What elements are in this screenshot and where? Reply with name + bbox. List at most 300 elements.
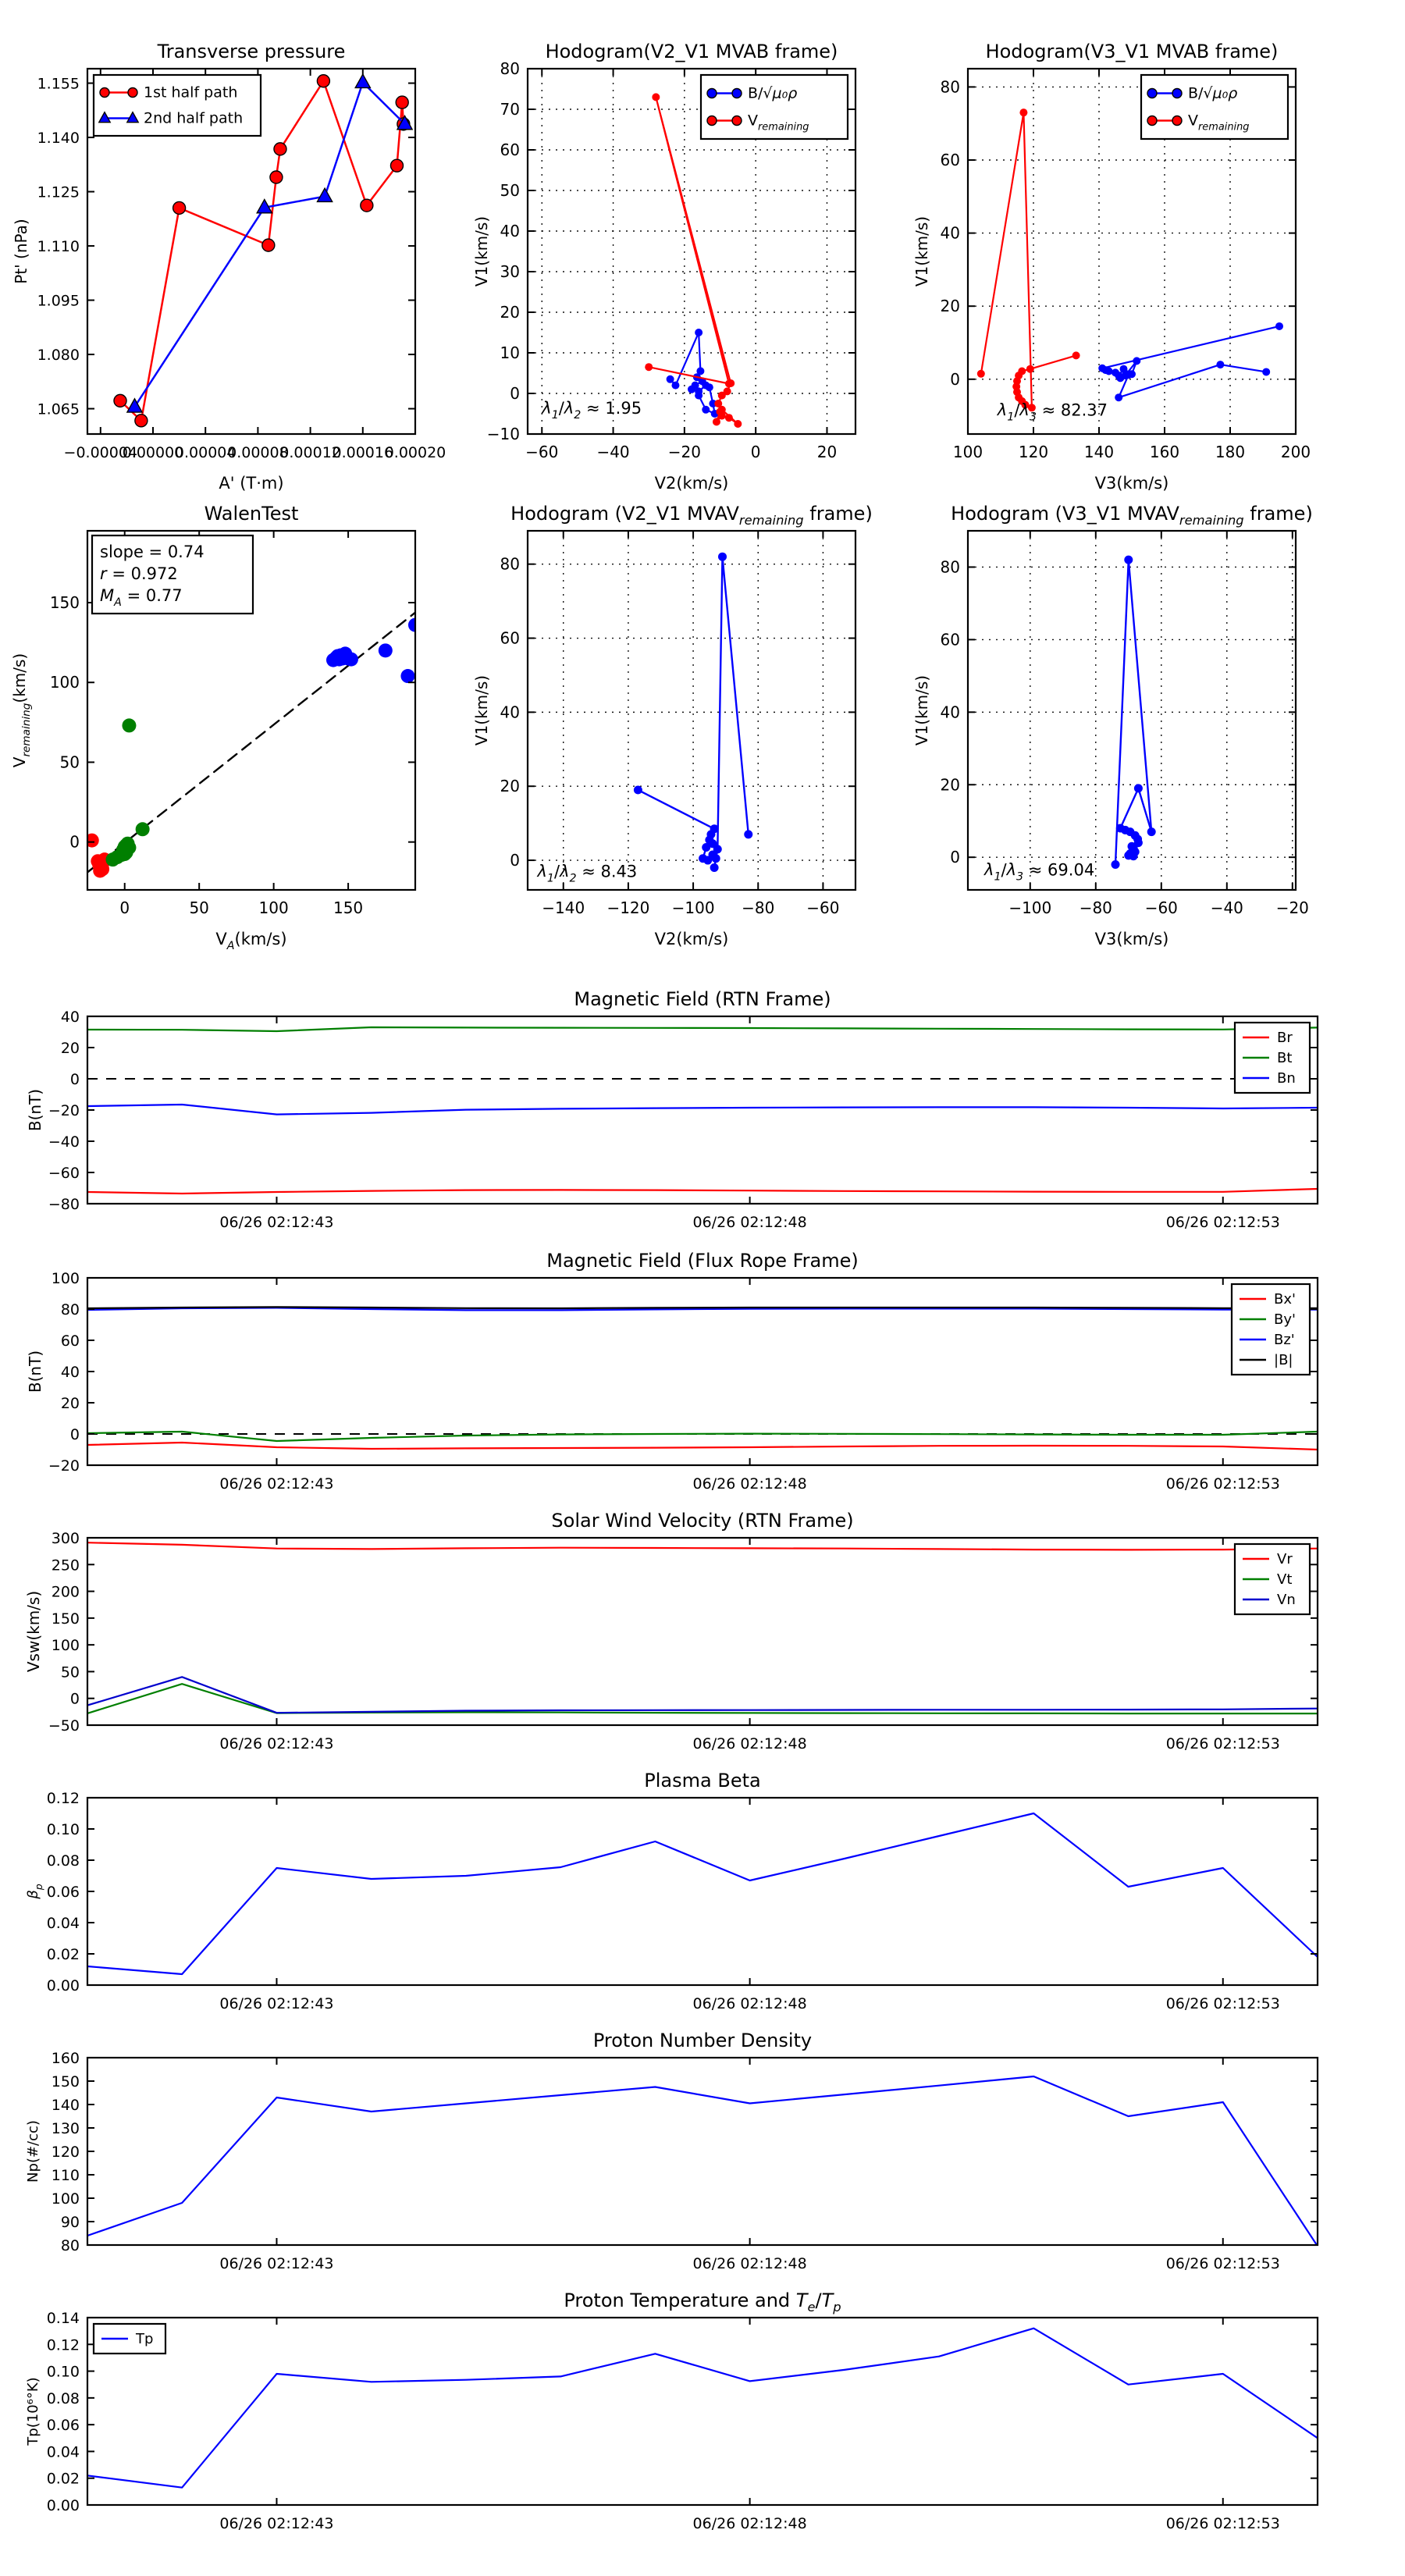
y-tick-label: −10: [486, 425, 520, 443]
legend: [94, 2324, 165, 2354]
y-tick-label: 40: [60, 1009, 80, 1026]
dot-marker: [1147, 116, 1157, 126]
dot-marker: [122, 718, 136, 732]
x-tick-label: 06/26 02:12:53: [1165, 2255, 1280, 2272]
y-tick-label: 80: [940, 557, 960, 577]
y-tick-label: 150: [51, 2073, 80, 2090]
y-tick-label: 40: [940, 703, 960, 722]
dot-marker: [1026, 365, 1034, 373]
y-axis-label: B(nT): [26, 1088, 44, 1132]
series-scatter-blue: [326, 618, 422, 683]
legend-label: B/√μ₀ρ: [748, 84, 798, 102]
plot-title: Hodogram(V3_V1 MVAB frame): [985, 41, 1279, 62]
y-axis-label: Pt' (nPa): [12, 219, 30, 284]
legend-label: B/√μ₀ρ: [1188, 84, 1238, 102]
legend-label: |B|: [1274, 1352, 1293, 1368]
plot-title: Hodogram (V2_V1 $MVAV_{remaining}$ frame): [510, 503, 873, 528]
dot-marker: [688, 386, 695, 393]
series-B-hodogram: [634, 553, 752, 872]
x-tick-label: 06/26 02:12:53: [1165, 1995, 1280, 2012]
x-tick-label: −40: [1210, 898, 1243, 917]
legend-label: $V_{remaining}$: [748, 112, 809, 133]
circle-marker: [135, 415, 148, 427]
y-tick-label: 0: [950, 369, 960, 389]
y-tick-label: 0.00: [46, 1977, 80, 1994]
x-axis-label: V3(km/s): [1094, 474, 1169, 493]
x-axis-label: V2(km/s): [654, 474, 729, 493]
x-tick-label: 06/26 02:12:43: [219, 2255, 334, 2272]
y-tick-label: 160: [51, 2050, 80, 2067]
x-tick-label: 06/26 02:12:48: [692, 1475, 807, 1493]
dot-marker: [634, 785, 642, 794]
series-line: [87, 1677, 1318, 1713]
circle-marker: [390, 159, 403, 172]
series-line: [87, 1443, 1318, 1450]
y-tick-label: 0.10: [46, 2363, 80, 2381]
series-line: [87, 1813, 1318, 1974]
dot-marker: [400, 669, 414, 683]
x-tick-label: 200: [1280, 443, 1311, 461]
dot-marker: [977, 370, 985, 378]
axis-ticks: [52, 2050, 1318, 2272]
y-tick-label: −20: [48, 1102, 80, 1119]
axis-ticks: [941, 531, 1309, 917]
plot-frame: [87, 1538, 1318, 1725]
y-tick-label: 0: [950, 848, 960, 867]
circle-marker: [270, 171, 283, 183]
y-tick-label: 0.04: [46, 2443, 80, 2461]
y-tick-label: 80: [60, 1301, 80, 1318]
y-tick-label: 20: [500, 777, 520, 796]
y-tick-label: 100: [51, 1637, 80, 1655]
x-tick-label: 0.00016: [332, 444, 394, 461]
y-tick-label: 0.06: [46, 2417, 80, 2435]
legend-label: Vr: [1277, 1551, 1293, 1567]
dot-marker: [695, 392, 702, 400]
x-tick-label: 06/26 02:12:48: [692, 1995, 807, 2012]
x-tick-label: 06/26 02:12:43: [219, 1214, 334, 1231]
y-axis-label: V1(km/s): [912, 674, 931, 746]
y-axis-label: B(nT): [26, 1350, 44, 1393]
y-tick-label: −20: [48, 1457, 80, 1475]
y-tick-label: 0: [69, 1071, 80, 1088]
dot-marker: [718, 392, 726, 400]
legend-label: $V_{remaining}$: [1188, 112, 1250, 133]
plot-frame: [87, 2058, 1318, 2245]
series-Np: [87, 2076, 1318, 2247]
legend-label: Bt: [1277, 1050, 1293, 1066]
dot-marker: [667, 375, 674, 383]
y-tick-label: 0.02: [46, 1946, 80, 1963]
y-tick-label: 20: [940, 297, 960, 316]
y-tick-label: 110: [51, 2167, 80, 2184]
x-tick-label: −40: [596, 443, 630, 461]
y-tick-label: 0.12: [46, 2336, 80, 2354]
info-box: [92, 535, 253, 614]
y-tick-label: 0.10: [46, 1821, 80, 1838]
legend-label: Vn: [1277, 1592, 1296, 1608]
legend-label: Tp: [136, 2331, 154, 2347]
legend: [1235, 1023, 1310, 1093]
plot-frame: [87, 2318, 1318, 2505]
plot-title: Plasma Beta: [644, 1770, 761, 1791]
info-line: $M_A = 0.77$: [100, 586, 183, 609]
dot-marker: [344, 653, 358, 667]
series-scatter-green: [105, 718, 149, 866]
x-tick-label: 0.00020: [384, 444, 446, 461]
y-tick-label: 150: [51, 1610, 80, 1628]
annotation: $\lambda_1/\lambda_2 \approx 1.95$: [542, 399, 642, 422]
x-tick-label: −140: [542, 898, 585, 917]
y-tick-label: 0: [510, 851, 520, 870]
dot-marker: [702, 843, 710, 852]
plot-frame: [528, 531, 855, 890]
y-tick-label: 80: [60, 2237, 80, 2254]
legend: [1141, 75, 1288, 139]
x-tick-label: 06/26 02:12:43: [219, 2515, 334, 2532]
x-axis-label: V3(km/s): [1094, 930, 1169, 948]
y-tick-label: 1.110: [37, 238, 80, 256]
legend-label: 2nd half path: [144, 109, 244, 127]
series-Tp: [87, 2329, 1318, 2488]
x-tick-label: 0: [119, 898, 130, 917]
info-line: r = 0.972: [100, 564, 178, 583]
y-tick-label: 30: [500, 262, 520, 281]
x-tick-label: −100: [671, 898, 715, 917]
series-line: [87, 2329, 1318, 2488]
circle-marker: [100, 88, 109, 98]
dot-marker: [706, 383, 713, 391]
dot-marker: [379, 643, 393, 657]
series-B-hodogram: [1112, 556, 1156, 869]
y-tick-label: 10: [500, 343, 520, 362]
circle-marker: [128, 88, 137, 98]
y-tick-label: 70: [500, 100, 520, 119]
dot-marker: [1072, 351, 1080, 359]
dot-marker: [732, 116, 742, 126]
series-Bx-prime: [87, 1443, 1318, 1450]
legend-label: By': [1274, 1311, 1296, 1328]
annotation: $\lambda_1/\lambda_3 \approx 82.37$: [997, 400, 1108, 424]
x-tick-label: 50: [189, 898, 209, 917]
y-tick-label: 0: [69, 832, 80, 852]
dot-marker: [1124, 556, 1133, 564]
dot-marker: [717, 407, 724, 415]
dot-marker: [1112, 860, 1120, 869]
legend: [94, 75, 261, 136]
y-axis-label: Tp(10⁶°K): [25, 2377, 41, 2446]
y-axis-label: Np(#/cc): [25, 2120, 41, 2183]
dot-marker: [713, 418, 720, 425]
y-tick-label: 1.065: [37, 400, 80, 418]
plot-hodogram-v2v1-mvab: [472, 41, 855, 493]
dot-marker: [645, 363, 653, 371]
dot-marker: [136, 822, 150, 836]
x-tick-label: −100: [1008, 898, 1052, 917]
circle-marker: [262, 239, 275, 251]
series-V-remaining-hodogram: [977, 109, 1080, 411]
plot-hodogram-v3v1-mvav: [912, 503, 1313, 948]
y-tick-label: 120: [51, 2144, 80, 2161]
x-tick-label: 0.00012: [279, 444, 341, 461]
y-tick-label: 60: [940, 630, 960, 649]
x-tick-label: 06/26 02:12:53: [1165, 1475, 1280, 1493]
dot-marker: [702, 406, 710, 414]
plot-title: Proton Number Density: [592, 2030, 813, 2051]
plot-plasma-beta: [25, 1770, 1318, 2012]
dot-marker: [1133, 357, 1140, 365]
plot-title: Transverse pressure: [157, 41, 346, 62]
y-tick-label: −80: [48, 1196, 80, 1213]
x-tick-label: 06/26 02:12:53: [1165, 1214, 1280, 1231]
x-tick-label: 0.00004: [174, 444, 237, 461]
dot-marker: [1172, 89, 1182, 98]
x-tick-label: −120: [606, 898, 650, 917]
plot-solar-wind-velocity: [24, 1510, 1318, 1752]
x-tick-label: 06/26 02:12:43: [219, 1995, 334, 2012]
y-tick-label: 40: [500, 703, 520, 722]
triangle-marker: [318, 188, 333, 201]
legend: [701, 75, 848, 139]
plot-proton-temperature: [25, 2290, 1318, 2532]
y-tick-label: 300: [51, 1530, 80, 1547]
x-tick-label: 120: [1018, 443, 1049, 461]
x-tick-label: 150: [333, 898, 364, 917]
y-tick-label: 0.04: [46, 1915, 80, 1932]
y-tick-label: 100: [49, 673, 80, 692]
x-tick-label: −80: [742, 898, 775, 917]
y-tick-label: 0: [510, 384, 520, 403]
series-line: [1102, 326, 1279, 397]
dot-marker: [652, 93, 660, 101]
plot-hodogram-v2v1-mvav: [472, 503, 873, 948]
circle-marker: [396, 96, 408, 109]
y-tick-label: 60: [500, 141, 520, 159]
y-tick-label: 1.140: [37, 130, 80, 148]
plot-frame: [87, 1278, 1318, 1465]
x-tick-label: 20: [816, 443, 838, 461]
plot-transverse-pressure: [12, 41, 446, 493]
y-tick-label: 140: [51, 2097, 80, 2114]
x-tick-label: 06/26 02:12:53: [1165, 1735, 1280, 1752]
y-tick-label: 80: [500, 59, 520, 78]
y-tick-label: 20: [500, 303, 520, 322]
y-tick-label: −60: [48, 1165, 80, 1182]
series-line: [87, 1027, 1318, 1031]
x-tick-label: −20: [1275, 898, 1309, 917]
dot-marker: [712, 854, 720, 863]
dot-marker: [707, 89, 717, 98]
dot-marker: [734, 420, 742, 428]
x-axis-label: $V_A(km/s)$: [215, 930, 287, 952]
dot-marker: [695, 329, 702, 336]
x-tick-label: 0.00000: [122, 444, 184, 461]
y-axis-label: V1(km/s): [472, 674, 491, 746]
x-tick-label: 06/26 02:12:48: [692, 2515, 807, 2532]
x-tick-label: 06/26 02:12:48: [692, 1214, 807, 1231]
series-Vr: [87, 1542, 1318, 1550]
axis-ticks: [47, 1790, 1318, 2012]
x-tick-label: 06/26 02:12:43: [219, 1475, 334, 1493]
x-tick-label: 160: [1149, 443, 1180, 461]
y-tick-label: 200: [51, 1583, 80, 1601]
y-axis-label: Vsw(km/s): [24, 1590, 43, 1673]
circle-marker: [361, 199, 373, 212]
x-axis-label: V2(km/s): [654, 930, 729, 948]
x-tick-label: 100: [258, 898, 289, 917]
x-tick-label: −0.00004: [63, 444, 138, 461]
legend-label: Br: [1277, 1030, 1293, 1046]
plot-title: Hodogram (V3_V1 $MVAV_{remaining}$ frame): [951, 503, 1313, 528]
plot-frame: [87, 1016, 1318, 1204]
y-tick-label: 0.02: [46, 2470, 80, 2488]
y-tick-label: 20: [940, 775, 960, 795]
y-tick-label: 20: [60, 1395, 80, 1412]
y-tick-label: 100: [51, 1270, 80, 1287]
y-tick-label: 50: [60, 1663, 80, 1681]
dot-marker: [727, 379, 735, 387]
annotation: $\lambda_1/\lambda_3 \approx 69.04$: [984, 860, 1095, 884]
plot-magnetic-field-flux-rope: [26, 1250, 1318, 1493]
dot-marker: [744, 830, 752, 838]
x-tick-label: 180: [1215, 443, 1246, 461]
y-axis-label: $V_{remaining}(km/s)$: [10, 653, 33, 768]
triangle-marker: [355, 74, 370, 87]
y-tick-label: 0: [69, 1426, 80, 1443]
circle-marker: [317, 75, 329, 87]
y-tick-label: 60: [500, 628, 520, 648]
dot-marker: [732, 89, 742, 98]
plot-title: Magnetic Field (RTN Frame): [574, 988, 831, 1010]
circle-marker: [173, 201, 186, 214]
plot-magnetic-field-rtn: [26, 988, 1318, 1231]
y-tick-label: 1.095: [37, 292, 80, 310]
dot-marker: [1018, 368, 1026, 375]
dot-marker: [671, 382, 679, 390]
y-tick-label: 1.155: [37, 75, 80, 93]
dot-marker: [1019, 109, 1027, 116]
legend-label: Bx': [1274, 1291, 1296, 1308]
legend-label: Bz': [1274, 1332, 1295, 1348]
grid: [528, 531, 855, 890]
dot-marker: [1134, 784, 1143, 792]
x-tick-label: −20: [667, 443, 701, 461]
series-line: [87, 1542, 1318, 1550]
plot-title: Hodogram(V2_V1 MVAB frame): [545, 41, 838, 62]
legend: [1232, 1284, 1310, 1375]
plot-hodogram-v3v1-mvab: [912, 41, 1311, 493]
series-Br: [87, 1189, 1318, 1194]
y-tick-label: 0.08: [46, 2389, 80, 2407]
annotation: $\lambda_1/\lambda_2 \approx 8.43$: [537, 862, 638, 885]
series-Bt: [87, 1027, 1318, 1031]
series-line: [87, 1105, 1318, 1115]
x-axis-label: A' (T·m): [219, 474, 284, 493]
plot-title: Proton Temperature and $T_e/T_p$: [564, 2290, 841, 2314]
legend-label: Bn: [1277, 1070, 1296, 1087]
series-B-hodogram: [1098, 322, 1283, 401]
y-tick-label: 0.00: [46, 2497, 80, 2514]
y-tick-label: 60: [60, 1332, 80, 1350]
plot-title: Magnetic Field (Flux Rope Frame): [546, 1250, 859, 1272]
series-beta-p: [87, 1813, 1318, 1974]
legend-label: 1st half path: [144, 84, 238, 101]
y-tick-label: 90: [60, 2214, 80, 2231]
y-tick-label: 50: [500, 181, 520, 200]
y-tick-label: 0.14: [46, 2310, 80, 2327]
axis-ticks: [500, 531, 855, 917]
dot-marker: [1216, 361, 1224, 368]
circle-marker: [274, 143, 286, 155]
y-tick-label: 40: [940, 223, 960, 243]
y-tick-label: 20: [60, 1040, 80, 1057]
series-line: [1115, 560, 1151, 864]
y-tick-label: 0.12: [46, 1790, 80, 1807]
dot-marker: [713, 845, 722, 853]
dot-marker: [1125, 371, 1133, 379]
circle-marker: [114, 394, 126, 407]
y-tick-label: 250: [51, 1557, 80, 1574]
series-fit-line: [87, 613, 415, 873]
y-tick-label: 1.125: [37, 183, 80, 201]
x-tick-label: 100: [952, 443, 984, 461]
dot-marker: [1105, 368, 1113, 375]
y-tick-label: 0: [69, 1690, 80, 1708]
series-line: [87, 1189, 1318, 1194]
x-tick-label: 06/26 02:12:48: [692, 1735, 807, 1752]
y-tick-label: 100: [51, 2190, 80, 2208]
x-tick-label: −60: [806, 898, 840, 917]
dot-marker: [1115, 393, 1122, 401]
y-tick-label: 40: [500, 222, 520, 240]
dot-marker: [1128, 842, 1136, 851]
plot-title: Solar Wind Velocity (RTN Frame): [551, 1510, 854, 1532]
y-tick-label: 60: [940, 151, 960, 169]
x-tick-label: −60: [525, 443, 559, 461]
y-tick-label: 50: [59, 753, 80, 772]
dot-marker: [1172, 116, 1182, 126]
series-line: [87, 613, 415, 873]
x-tick-label: 140: [1083, 443, 1115, 461]
dot-marker: [718, 553, 727, 561]
legend: [1235, 1544, 1310, 1614]
dot-marker: [119, 841, 133, 856]
dot-marker: [1147, 827, 1156, 836]
series-Vn: [87, 1677, 1318, 1713]
axis-ticks: [48, 1009, 1318, 1231]
series-line: [87, 1432, 1318, 1441]
y-tick-label: 1.080: [37, 347, 80, 365]
x-tick-label: 06/26 02:12:48: [692, 2255, 807, 2272]
dot-marker: [93, 863, 107, 877]
info-line: slope = 0.74: [100, 543, 205, 561]
dot-marker: [1262, 368, 1270, 375]
y-tick-label: 0.06: [46, 1884, 80, 1901]
y-tick-label: −40: [48, 1133, 80, 1151]
axis-ticks: [48, 1270, 1318, 1493]
plot-proton-number-density: [25, 2030, 1318, 2272]
x-tick-label: 0: [750, 443, 761, 461]
x-tick-label: 0.00008: [227, 444, 289, 461]
dot-marker: [1116, 374, 1124, 382]
dot-marker: [1275, 322, 1283, 330]
y-axis-label: V1(km/s): [912, 215, 931, 287]
series-By-prime: [87, 1432, 1318, 1441]
plot-walen-test: [10, 503, 422, 952]
triangle-marker: [127, 399, 142, 412]
y-axis-label: V1(km/s): [472, 215, 491, 287]
y-tick-label: −50: [48, 1717, 80, 1735]
